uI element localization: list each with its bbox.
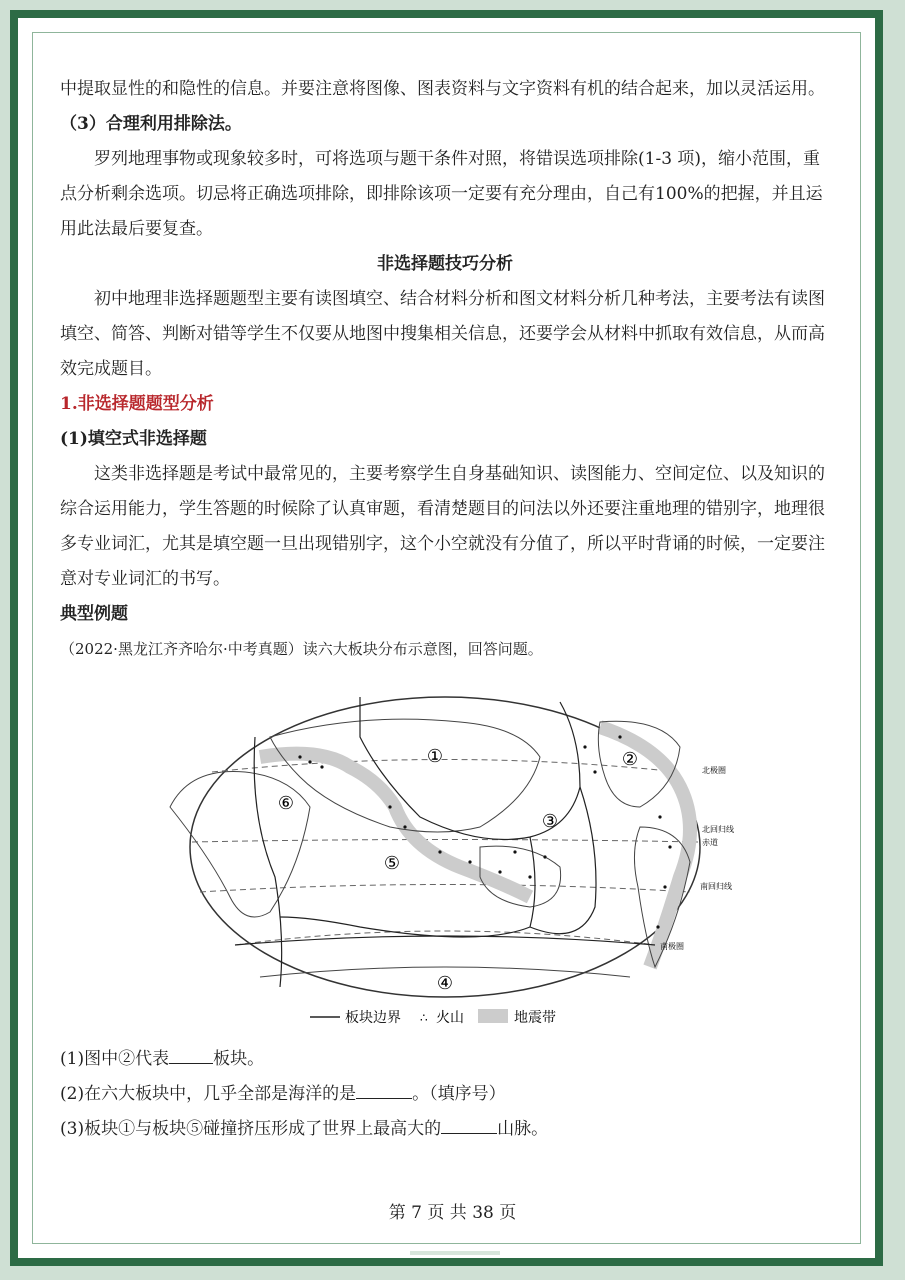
plate-label-2: ② [621, 749, 639, 770]
question-3-tail: 山脉。 [497, 1119, 549, 1139]
page-footer: 第 7 页 共 38 页 [388, 1203, 517, 1223]
plate-label-4: ④ [436, 973, 454, 994]
paragraph-exclusion: 罗列地理事物或现象较多时，可将选项与题干条件对照，将错误选项排除(1-3 项)，缩小范围，重点分析剩余选项。切忌将正确选项排除，即排除该项一定要有充分理由，自己有100%的把握，并且运用此法最后要复查。 [60, 149, 823, 239]
question-1-text: (1)图中②代表 [60, 1049, 170, 1069]
question-1-tail: 板块。 [213, 1049, 265, 1069]
question-1 [60, 1042, 830, 1077]
paragraph-intro: 中提取显性的和隐性的信息。并要注意将图像、图表资料与文字资料有机的结合起来，加以灵活运用。 [60, 79, 825, 99]
plate-label-1: ① [426, 746, 444, 767]
document-body [60, 72, 830, 1147]
plate-label-3: ③ [541, 811, 559, 832]
bottom-decoration [410, 1251, 500, 1255]
label-arctic: 北极圈 [702, 766, 726, 775]
legend-volcano-icon: ∴ [420, 1011, 428, 1025]
question-1-blank[interactable] [169, 1045, 213, 1064]
question-3-blank[interactable] [441, 1115, 497, 1134]
question-2-blank[interactable] [356, 1080, 412, 1099]
label-antarctic: 南极圈 [660, 942, 684, 951]
label-equator: 赤道 [702, 838, 718, 847]
question-2-tail: 。（填序号） [412, 1084, 506, 1104]
example-title: 典型例题 [60, 604, 128, 624]
question-2 [60, 1077, 830, 1112]
label-tropic-n: 北回归线 [702, 825, 734, 834]
plate-map [60, 677, 830, 1042]
plate-label-5: ⑤ [383, 853, 401, 874]
plate-map-svg [60, 677, 830, 1042]
example-source: （2022·黑龙江齐齐哈尔·中考真题）读六大板块分布示意图，回答问题。 [60, 640, 543, 658]
plate-label-6: ⑥ [277, 793, 295, 814]
question-3 [60, 1112, 830, 1147]
section-title: 非选择题技巧分析 [377, 254, 513, 274]
legend-quake-swatch [478, 1009, 508, 1023]
paragraph-non-choice: 初中地理非选择题题型主要有读图填空、结合材料分析和图文材料分析几种考法，主要考法有读图填空、简答、判断对错等学生不仅要从地图中搜集相关信息，还要学会从材料中抓取有效信息，从而高效完成题目。 [60, 289, 825, 379]
label-tropic-s: 南回归线 [700, 882, 732, 891]
heading-exclusion-method: （3）合理利用排除法。 [60, 114, 242, 134]
paragraph-fill-blank: 这类非选择题是考试中最常见的，主要考察学生自身基础知识、读图能力、空间定位、以及知识的综合运用能力，学生答题的时候除了认真审题，看清楚题目的问法以外还要注重地理的错别字，地理很多专业词汇，尤其是填空题一旦出现错别字，这个小空就没有分值了，所以平时背诵的时候，一定要注意对专业词汇的书写。 [60, 464, 825, 589]
legend-boundary-label: 板块边界 [345, 1010, 401, 1026]
map-legend [310, 1009, 556, 1026]
question-3-text: (3)板块①与板块⑤碰撞挤压形成了世界上最高大的 [60, 1119, 442, 1139]
heading-question-types: 1.非选择题题型分析 [60, 394, 214, 414]
legend-volcano-label: 火山 [436, 1010, 464, 1026]
heading-fill-blank: (1)填空式非选择题 [60, 429, 207, 449]
question-2-text: (2)在六大板块中，几乎全部是海洋的是 [60, 1084, 357, 1104]
legend-quake-label: 地震带 [514, 1010, 556, 1026]
